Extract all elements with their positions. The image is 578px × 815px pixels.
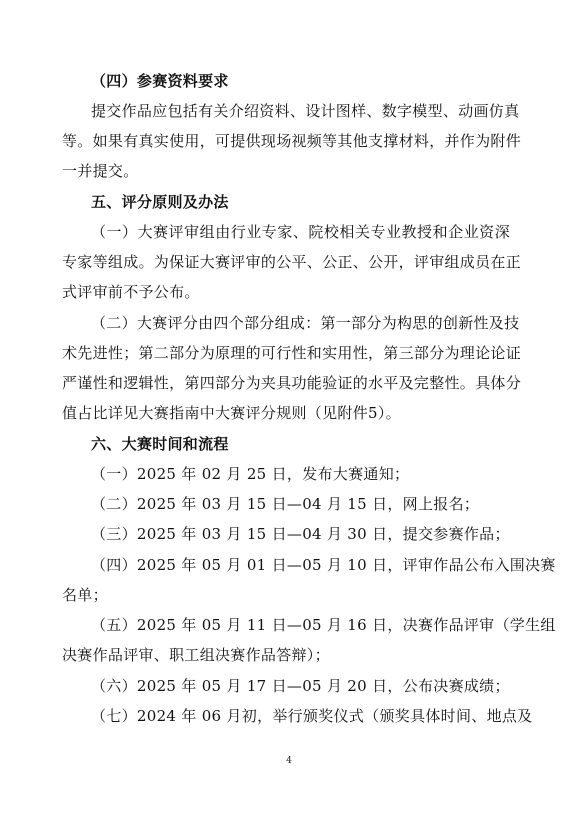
paragraph-line: 等。如果有真实使用，可提供现场视频等其他支撑材料，并作为附件: [62, 132, 522, 150]
schedule-item-continuation: 决赛作品评审、职工组决赛作品答辩）；: [62, 646, 330, 664]
schedule-item: （七）2024 年 06 月初，举行颁奖仪式（颁奖具体时间、地点及: [91, 707, 533, 725]
paragraph-line: 一并提交。: [62, 162, 139, 180]
schedule-item: （三）2025 年 03 月 15 日—04 月 30 日，提交参赛作品；: [91, 525, 510, 543]
paragraph-line: 值占比详见大赛指南中大赛评分规则（见附件5）。: [62, 404, 401, 422]
schedule-item: （五）2025 年 05 月 11 日—05 月 16 日，决赛作品评审（学生组: [91, 616, 556, 634]
section-heading-schedule: 六、大赛时间和流程: [91, 435, 229, 453]
schedule-item-continuation: 名单；: [62, 586, 108, 604]
paragraph-line: 专家等组成。为保证大赛评审的公平、公正、公开，评审组成员在正: [62, 253, 522, 271]
section-heading-scoring: 五、评分原则及办法: [91, 193, 229, 211]
paragraph-line: 提交作品应包括有关介绍资料、设计图样、数字模型、动画仿真: [91, 102, 520, 120]
paragraph-line: 术先进性；第二部分为原理的可行性和实用性，第三部分为理论论证: [62, 344, 522, 362]
schedule-item: （一）2025 年 02 月 25 日，发布大赛通知；: [91, 465, 410, 483]
schedule-item: （六）2025 年 05 月 17 日—05 月 20 日，公布决赛成绩；: [91, 677, 510, 695]
paragraph-line: 严谨性和逻辑性，第四部分为夹具功能验证的水平及完整性。具体分: [62, 374, 522, 392]
schedule-item: （二）2025 年 03 月 15 日—04 月 15 日，网上报名；: [91, 495, 480, 513]
paragraph-line: 式评审前不予公布。: [62, 283, 200, 301]
paragraph-line: （二）大赛评分由四个部分组成：第一部分为构思的创新性及技: [91, 314, 520, 332]
schedule-item: （四）2025 年 05 月 01 日—05 月 10 日，评审作品公布入围决赛: [91, 556, 556, 574]
section-heading-submission-materials: （四）参赛资料要求: [91, 72, 229, 90]
page-number: 4: [286, 756, 292, 766]
paragraph-line: （一）大赛评审组由行业专家、院校相关专业教授和企业资深: [91, 223, 510, 241]
